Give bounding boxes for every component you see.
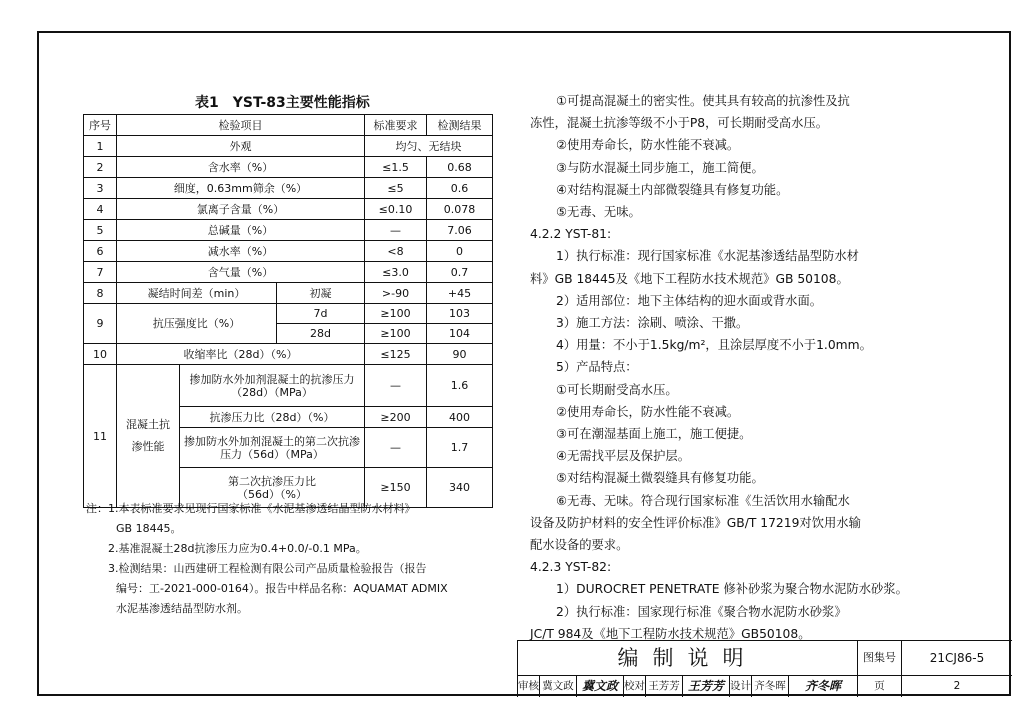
row-req: ≤5 [365,178,427,199]
row-req: >-90 [365,283,427,304]
row-item: 外观 [117,136,365,157]
row-req: ≥200 [365,407,427,428]
row-sub-item: 第二次抗渗压力比（56d）（%） [180,468,365,508]
title-block [517,640,1012,697]
text-line: ③与防水混凝土同步施工，施工简便。 [556,160,764,175]
text-line: ④对结构混凝土内部微裂缝具有修复功能。 [556,182,789,197]
row-req: ≥100 [365,324,427,344]
row-no: 4 [84,199,117,220]
row-req: ≤0.10 [365,199,427,220]
row-req: ≤3.0 [365,262,427,283]
text-line: ②使用寿命长，防水性能不衰减。 [556,404,740,419]
row-sub-item: 抗渗压力比（28d）（%） [180,407,365,428]
note-line: 编号：工-2021-000-0164）。报告中样品名称：AQUAMAT ADMIX [116,582,448,595]
text-line: 料》GB 18445及《地下工程防水技术规范》GB 50108。 [530,271,849,286]
text-line: ④无需找平层及保护层。 [556,449,690,464]
text-line: 配水设备的要求。 [530,538,629,553]
row-no: 2 [84,157,117,178]
row-no: 8 [84,283,117,304]
table-row [84,136,493,157]
row-res: 400 [427,407,493,428]
row-no: 9 [84,304,117,344]
performance-table [83,114,493,508]
table-row [84,157,493,178]
reviewer-name: 冀文政 [540,676,577,697]
review-label: 审核 [518,676,540,697]
table-row [84,178,493,199]
text-line: ⑤对结构混凝土微裂缝具有修复功能。 [556,471,764,486]
row-merged-value: 均匀、无结块 [365,136,493,157]
table-row [84,344,493,365]
row-res: 0.6 [427,178,493,199]
table-header-row [84,115,493,136]
row-res: 1.6 [427,365,493,407]
row-item: 减水率（%） [117,241,365,262]
text-line: 4）用量：不小于1.5kg/m²，且涂层厚度不小于1.0mm。 [556,338,872,353]
designer-signature: 齐冬晖 [789,676,858,697]
table-row [84,365,493,407]
table-row [84,283,493,304]
row-no: 10 [84,344,117,365]
row-sub-item: 初凝 [277,283,365,304]
atlas-no-label: 图集号 [858,641,902,676]
row-item: 抗压强度比（%） [117,304,277,344]
row-res: 0.68 [427,157,493,178]
row-res: +45 [427,283,493,304]
table-row [84,220,493,241]
checker-name: 王芳芳 [646,676,683,697]
row-res: 90 [427,344,493,365]
description-text [530,90,950,645]
text-line: 设备及防护材料的安全性评价标准》GB/T 17219对饮用水输 [530,515,861,530]
row-no: 11 [84,365,117,508]
page-label: 页 [858,676,902,697]
check-label: 校对 [624,676,646,697]
row-res: 7.06 [427,220,493,241]
note-line: 3.检测结果：山西建研工程检测有限公司产品质量检验报告（报告 [108,562,427,575]
table-notes [86,499,496,619]
row-req: ≤1.5 [365,157,427,178]
text-line: ③可在潮湿基面上施工，施工便捷。 [556,427,752,442]
row-item: 氯离子含量（%） [117,199,365,220]
note-line: GB 18445。 [116,522,182,535]
text-line: ②使用寿命长，防水性能不衰减。 [556,138,740,153]
text-line: 2）执行标准：国家现行标准《聚合物水泥防水砂浆》 [556,604,847,619]
header-res: 检测结果 [427,115,493,136]
text-line: 2）适用部位：地下主体结构的迎水面或背水面。 [556,293,823,308]
row-res: 0.7 [427,262,493,283]
checker-signature: 王芳芳 [683,676,730,697]
text-line: ⑤无毒、无味。 [556,205,641,220]
row-item: 含水率（%） [117,157,365,178]
text-line: JC/T 984及《地下工程防水技术规范》GB50108。 [530,626,811,641]
table-row [84,241,493,262]
row-res: 104 [427,324,493,344]
page-number: 2 [953,680,961,692]
note-line: 注：1.本表标准要求见现行国家标准《水泥基渗透结晶型防水材料》 [86,502,416,515]
header-req: 标准要求 [365,115,427,136]
table-row [84,262,493,283]
row-sub-item: 掺加防水外加剂混凝土的第二次抗渗压力（56d）（MPa） [180,428,365,468]
table-row [84,199,493,220]
row-sub-item: 掺加防水外加剂混凝土的抗渗压力（28d）（MPa） [180,365,365,407]
row-req: ≥150 [365,468,427,508]
row-res: 1.7 [427,428,493,468]
text-line: 4.2.2 YST-81: [530,227,612,242]
text-line: 1）执行标准：现行国家标准《水泥基渗透结晶型防水材 [556,249,859,264]
text-line: ①可提高混凝土的密实性。使其具有较高的抗渗性及抗 [556,94,850,108]
text-line: 冻性，混凝土抗渗等级不小于P8，可长期耐受高水压。 [530,116,829,131]
table-row [84,304,493,324]
row-res: 103 [427,304,493,324]
row-req: — [365,365,427,407]
row-res: 340 [427,468,493,508]
text-line: 4.2.3 YST-82: [530,560,612,575]
note-line: 水泥基渗透结晶型防水剂。 [116,602,248,615]
row-item: 混凝土抗渗性能 [117,365,180,508]
row-req: — [365,428,427,468]
signature-row [518,676,1012,697]
text-line: 3）施工方法：涂刷、喷涂、干撒。 [556,316,749,331]
row-sub-item: 7d [277,304,365,324]
row-item: 含气量（%） [117,262,365,283]
row-req: ≤125 [365,344,427,365]
text-line: ⑥无毒、无味。符合现行国家标准《生活饮用水输配水 [556,493,850,508]
table-title: 表1 YST-83主要性能指标 [195,95,370,111]
design-label: 设计 [730,676,752,697]
row-req: <8 [365,241,427,262]
drawing-title: 编制说明 [518,641,858,676]
row-req: ≥100 [365,304,427,324]
row-no: 7 [84,262,117,283]
header-no: 序号 [84,115,117,136]
designer-name: 齐冬晖 [752,676,789,697]
row-item: 细度，0.63mm筛余（%） [117,178,365,199]
row-no: 5 [84,220,117,241]
text-line: 1）DUROCRET PENETRATE 修补砂浆为聚合物水泥防水砂浆。 [556,582,908,597]
row-no: 6 [84,241,117,262]
row-res: 0.078 [427,199,493,220]
text-line: 5）产品特点： [556,360,638,375]
row-item: 总碱量（%） [117,220,365,241]
reviewer-signature: 冀文政 [577,676,624,697]
row-no: 1 [84,136,117,157]
row-item: 凝结时间差（min） [117,283,277,304]
atlas-no: 21CJ86-5 [902,641,1012,676]
row-no: 3 [84,178,117,199]
row-res: 0 [427,241,493,262]
row-item: 收缩率比（28d）（%） [117,344,365,365]
text-line: ①可长期耐受高水压。 [556,382,678,397]
row-req: — [365,220,427,241]
note-line: 2.基准混凝土28d抗渗压力应为0.4+0.0/-0.1 MPa。 [108,542,367,555]
header-item: 检验项目 [117,115,365,136]
row-sub-item: 28d [277,324,365,344]
